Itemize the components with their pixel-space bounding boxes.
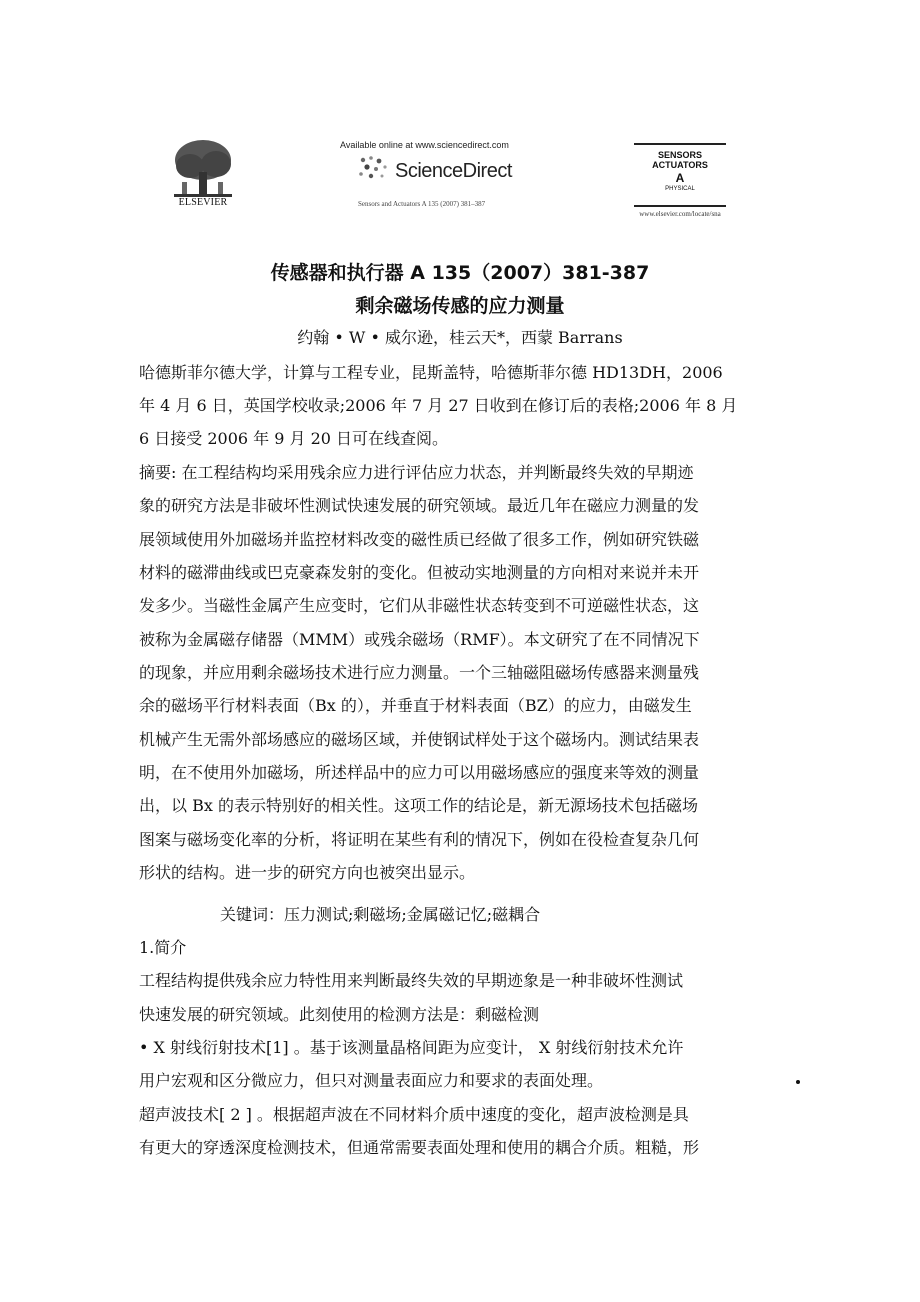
intro-line: • X 射线衍射技术[1] 。基于该测量晶格间距为应变计， X 射线衍射技术允许 [139, 1038, 684, 1057]
abstract-line: 被称为金属磁存储器（MMM）或残余磁场（RMF）。本文研究了在不同情况下 [139, 630, 700, 649]
available-online-text: Available online at www.sciencedirect.com [340, 140, 509, 150]
journal-line: 传感器和执行器 A 135（2007）381-387 [270, 262, 650, 284]
intro-line: 有更大的穿透深度检测技术，但通常需要表面处理和使用的耦合介质。粗糙，形 [139, 1138, 700, 1157]
abstract-line: 摘要: 在工程结构均采用残余应力进行评估应力状态，并判断最终失效的早期迹 [139, 463, 694, 482]
paper-title: 剩余磁场传感的应力测量 [355, 295, 565, 317]
authors: 约翰 • W • 威尔逊，桂云天*，西蒙 Barrans [297, 328, 623, 347]
intro-line: 工程结构提供残余应力特性用来判断最终失效的早期迹象是一种非破坏性测试 [139, 971, 684, 990]
journal-url: www.elsevier.com/locate/sna [639, 210, 721, 218]
sa-logo-line3: A [675, 171, 685, 185]
intro-line: 用户宏观和区分微应力，但只对测量表面应力和要求的表面处理。 [139, 1071, 604, 1090]
stray-bullet-mark [796, 1080, 800, 1084]
affiliation-line: 6 日接受 2006 年 9 月 20 日可在线查阅。 [139, 429, 449, 448]
abstract-line: 图案与磁场变化率的分析，将证明在某些有利的情况下，例如在役检查复杂几何 [139, 830, 700, 849]
abstract-line: 余的磁场平行材料表面（Bx 的），并垂直于材料表面（BZ）的应力，由磁发生 [139, 696, 692, 715]
abstract-line: 材料的磁滞曲线或巴克豪森发射的变化。但被动实地测量的方向相对来说并未开 [139, 563, 700, 582]
journal-citation-small: Sensors and Actuators A 135 (2007) 381–387 [358, 200, 486, 208]
abstract-line: 机械产生无需外部场感应的磁场区域，并使钢试样处于这个磁场内。测试结果表 [139, 730, 700, 749]
abstract-line: 象的研究方法是非破坏性测试快速发展的研究领域。最近几年在磁应力测量的发 [139, 496, 700, 515]
abstract-line: 展领域使用外加磁场并监控材料改变的磁性质已经做了很多工作，例如研究铁磁 [139, 530, 700, 549]
sensors-actuators-logo [634, 143, 726, 207]
elsevier-wordmark: ELSEVIER [178, 197, 228, 208]
section-heading: 1.简介 [139, 938, 187, 957]
abstract-line: 明，在不使用外加磁场，所述样品中的应力可以用磁场感应的强度来等效的测量 [139, 763, 700, 782]
sa-logo-line2: ACTUATORS [652, 160, 708, 170]
affiliation-line: 哈德斯菲尔德大学，计算与工程专业，昆斯盖特，哈德斯菲尔德 HD13DH，2006 [139, 363, 723, 382]
affiliation-line: 年 4 月 6 日，英国学校收录;2006 年 7 月 27 日收到在修订后的表格;2006 年 8 月 [139, 396, 738, 415]
abstract-line: 的现象，并应用剩余磁场技术进行应力测量。一个三轴磁阻磁场传感器来测量残 [139, 663, 700, 682]
keywords: 关键词：压力测试;剩磁场;金属磁记忆;磁耦合 [220, 905, 541, 924]
intro-line: 超声波技术[ 2 ] 。根据超声波在不同材料介质中速度的变化，超声波检测是具 [139, 1105, 689, 1124]
abstract-line: 出，以 Bx 的表示特别好的相关性。这项工作的结论是，新无源场技术包括磁场 [139, 796, 698, 815]
sa-logo-line1: SENSORS [657, 150, 702, 160]
sciencedirect-logo-text: ScienceDirect [395, 160, 512, 182]
abstract-line: 形状的结构。进一步的研究方向也被突出显示。 [139, 863, 476, 882]
abstract-line: 发多少。当磁性金属产生应变时，它们从非磁性状态转变到不可逆磁性状态，这 [139, 596, 700, 615]
intro-line: 快速发展的研究领域。此刻使用的检测方法是：剩磁检测 [139, 1005, 540, 1024]
sciencedirect-dots-icon [355, 152, 395, 184]
sa-logo-line4: PHYSICAL [665, 186, 695, 192]
